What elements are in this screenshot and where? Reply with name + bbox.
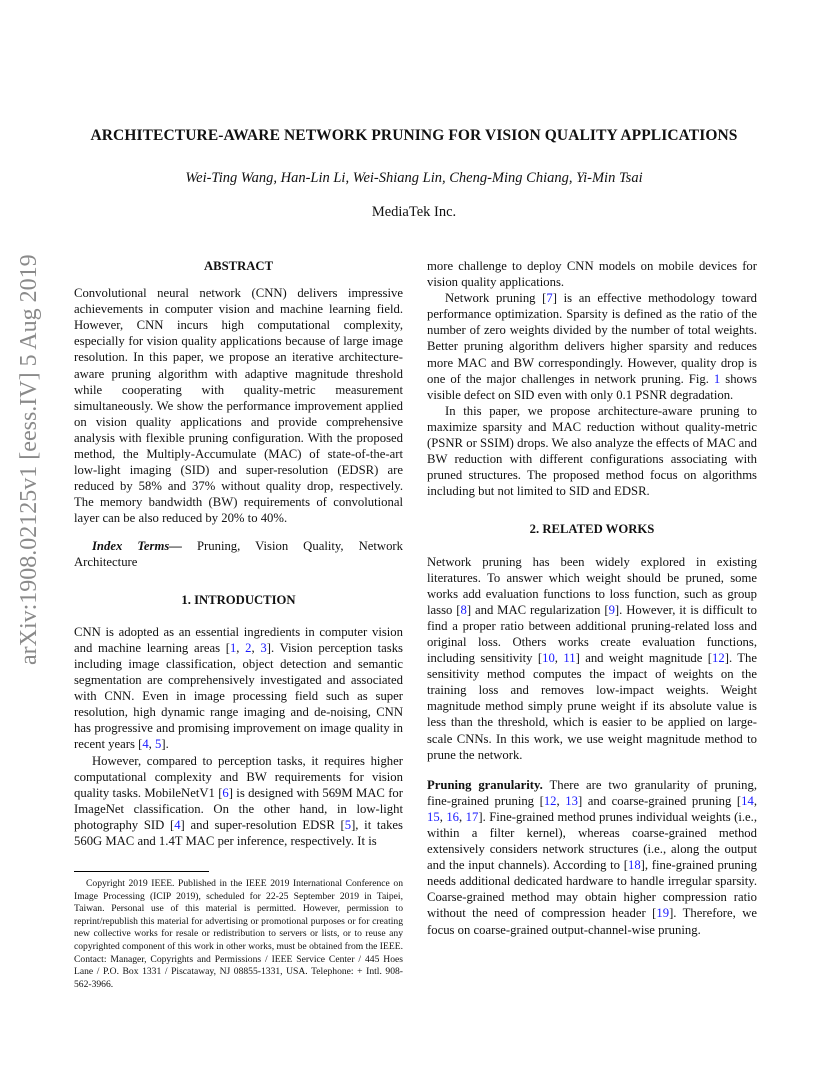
intro-paragraph-1: CNN is adopted as an essential ingredients in computer vision and machine learning areas [1, 2, 3]. Vision perception tasks including image classification, object detection and semantic segmentation are comprehensively investigated and associated with CNN. Even in image processing field such as super resolution, high dynamic range imaging and de-noising, CNN has progressive and promising improvement on image quality in recent years [4, 5]. [74,624,403,752]
citation-link[interactable]: 9 [608,602,615,617]
citation-link[interactable]: 6 [222,785,229,800]
citation-link[interactable]: 5 [155,737,162,752]
citation-link[interactable]: 15 [427,809,440,824]
index-terms [74,538,403,570]
author-list: Wei-Ting Wang, Han-Lin Li, Wei-Shiang Lin, Cheng-Ming Chiang, Yi-Min Tsai [185,170,643,186]
abstract-text: Convolutional neural network (CNN) delivers impressive achievements in computer vision and machine learning field. However, CNN incurs high computational complexity, especially for vision quality applications because of large image resolution. In this paper, we propose an iterative architecture-aware pruning algorithm with adaptive magnitude threshold while cooperating with quality-metric measurement simultaneously. We show the performance improvement applied on vision quality applications and provide comprehensive analysis with flexible pruning configuration. With the proposed method, the Multiply-Accumulate (MAC) of state-of-the-art low-light imaging (SID) and super-resolution (EDSR) are reduced by 58% and 37% without quality drop, respectively. The memory bandwidth (BW) requirements of convolutional layer can be also reduced by 20% to 40%. [74,286,403,526]
arxiv-stamp-text: arXiv:1908.02125v1 [eess.IV] 5 Aug 2019 [16,254,42,665]
intro-continuation: more challenge to deploy CNN models on mobile devices for vision quality applications. [427,259,757,290]
arxiv-stamp [7,254,51,665]
right-column [427,258,757,938]
granularity-paragraph: Pruning granularity. There are two granularity of pruning, fine-grained pruning [12, 13] and coarse-grained pruning [14, 15, 16, 17]. Fine-grained method prunes individual weights (i.e., within a filter kernel), whereas coarse-grained method extensively considers network structures (i.e., along the output and the input channels). According to [18], fine-grained pruning needs additional dedicated hardware to handle irregular sparsity. Coarse-grained method may obtain higher compression ratio without the need of compression header [19]. Therefore, we focus on coarse-grained output-channel-wise pruning. [427,777,758,937]
copyright-footnote: Copyright 2019 IEEE. Published in the IEEE 2019 International Conference on Image Processing (ICIP 2019), scheduled for 22-25 September 2019 in Taipei, Taiwan. Personal use of this material is permitted. However, permission to reprint/republish this material for advertising or promotional purposes or for creating new collective works for resale or redistribution to servers or lists, or to reuse any copyrighted component of this work in other works, must be obtained from the IEEE. Contact: Manager, Copyrights and Permissions / IEEE Service Center / 445 Hoes Lane / P.O. Box 1331 / Piscataway, NJ 08855-1331, USA. Telephone: + Intl. 908-562-3966. [74,878,403,990]
figure-link[interactable]: 1 [713,371,721,386]
citation-link[interactable]: 10 [542,651,555,666]
footnote-rule [74,871,209,872]
citation-link[interactable]: 17 [465,809,479,824]
citation-link[interactable]: 7 [546,291,553,306]
affiliation: MediaTek Inc. [371,204,457,220]
citation-link[interactable]: 8 [460,602,467,617]
intro-paragraph-propose: In this paper, we propose architecture-aware pruning to maximize sparsity and MAC reduction without quality-metric (PSNR or SSIM) drops. We also analyze the effects of MAC and BW reduction with different configurations associating with pruned structures. The proposed method focus on algorithms including but not limited to SID and EDSR. [427,403,757,499]
intro-paragraph-2: However, compared to perception tasks, it requires higher computational complexity and BW requirements for vision quality tasks. MobileNetV1 [6] is designed with 569M MAC for ImageNet classification. On the other hand, in low-light photography SID [4] and super-resolution EDSR [5], it takes 560G MAC and 1.4T MAC per inference, respectively. It is [74,753,403,848]
citation-link[interactable]: 5 [344,817,352,832]
abstract-heading: ABSTRACT [203,259,274,273]
granularity-label: Pruning granularity. [427,777,543,792]
index-terms-label: Index Terms— [92,538,182,553]
left-column [74,258,403,991]
citation-link[interactable]: 12 [543,793,557,808]
citation-link[interactable]: 3 [260,640,267,655]
citation-link[interactable]: 4 [142,737,149,752]
citation-link[interactable]: 13 [565,793,578,808]
citation-link[interactable]: 1 [229,640,237,655]
index-terms-text: Pruning, Vision Quality, Network Architecture [74,538,403,569]
citation-link[interactable]: 11 [563,651,576,666]
paper-title: ARCHITECTURE-AWARE NETWORK PRUNING FOR VISION QUALITY APPLICATIONS [90,127,738,144]
introduction-heading: 1. INTRODUCTION [181,592,296,607]
citation-link[interactable]: 14 [741,793,754,808]
related-works-heading: 2. RELATED WORKS [529,522,655,537]
citation-link[interactable]: 16 [446,809,460,824]
citation-link[interactable]: 12 [712,651,725,666]
intro-paragraph-pruning: Network pruning [7] is an effective methodology toward performance optimization. Sparsity is defined as the ratio of the number of zero weights divided by the number of total weights. Better pruning algorithm delivers higher sparsity and reduces more MAC and BW correspondingly. However, quality drop is one of the major challenges in network pruning. Fig. 1 shows visible defect on SID even with only 0.1 PSNR degradation. [427,291,757,402]
citation-link[interactable]: 4 [174,817,181,832]
citation-link[interactable]: 18 [627,858,641,873]
citation-link[interactable]: 19 [656,906,670,921]
related-paragraph: Network pruning has been widely explored in existing literatures. To answer which weight should be pruned, some works add evaluation functions to loss function, such as group lasso [8] and MAC regularization [9]. However, it is difficult to find a proper ratio between additional pruning-related loss and original loss. Others works create evaluation functions, including sensitivity [10, 11] and weight magnitude [12]. The sensitivity method computes the impact of weights on the training loss and removes low-impact weights. Weight magnitude method simply prune weight if its absolute value is less than the threshold, which is easier to be applied on large-scale CNNs. In this work, we use weight magnitude method to prune the network. [427,554,758,762]
citation-link[interactable]: 2 [245,640,252,655]
